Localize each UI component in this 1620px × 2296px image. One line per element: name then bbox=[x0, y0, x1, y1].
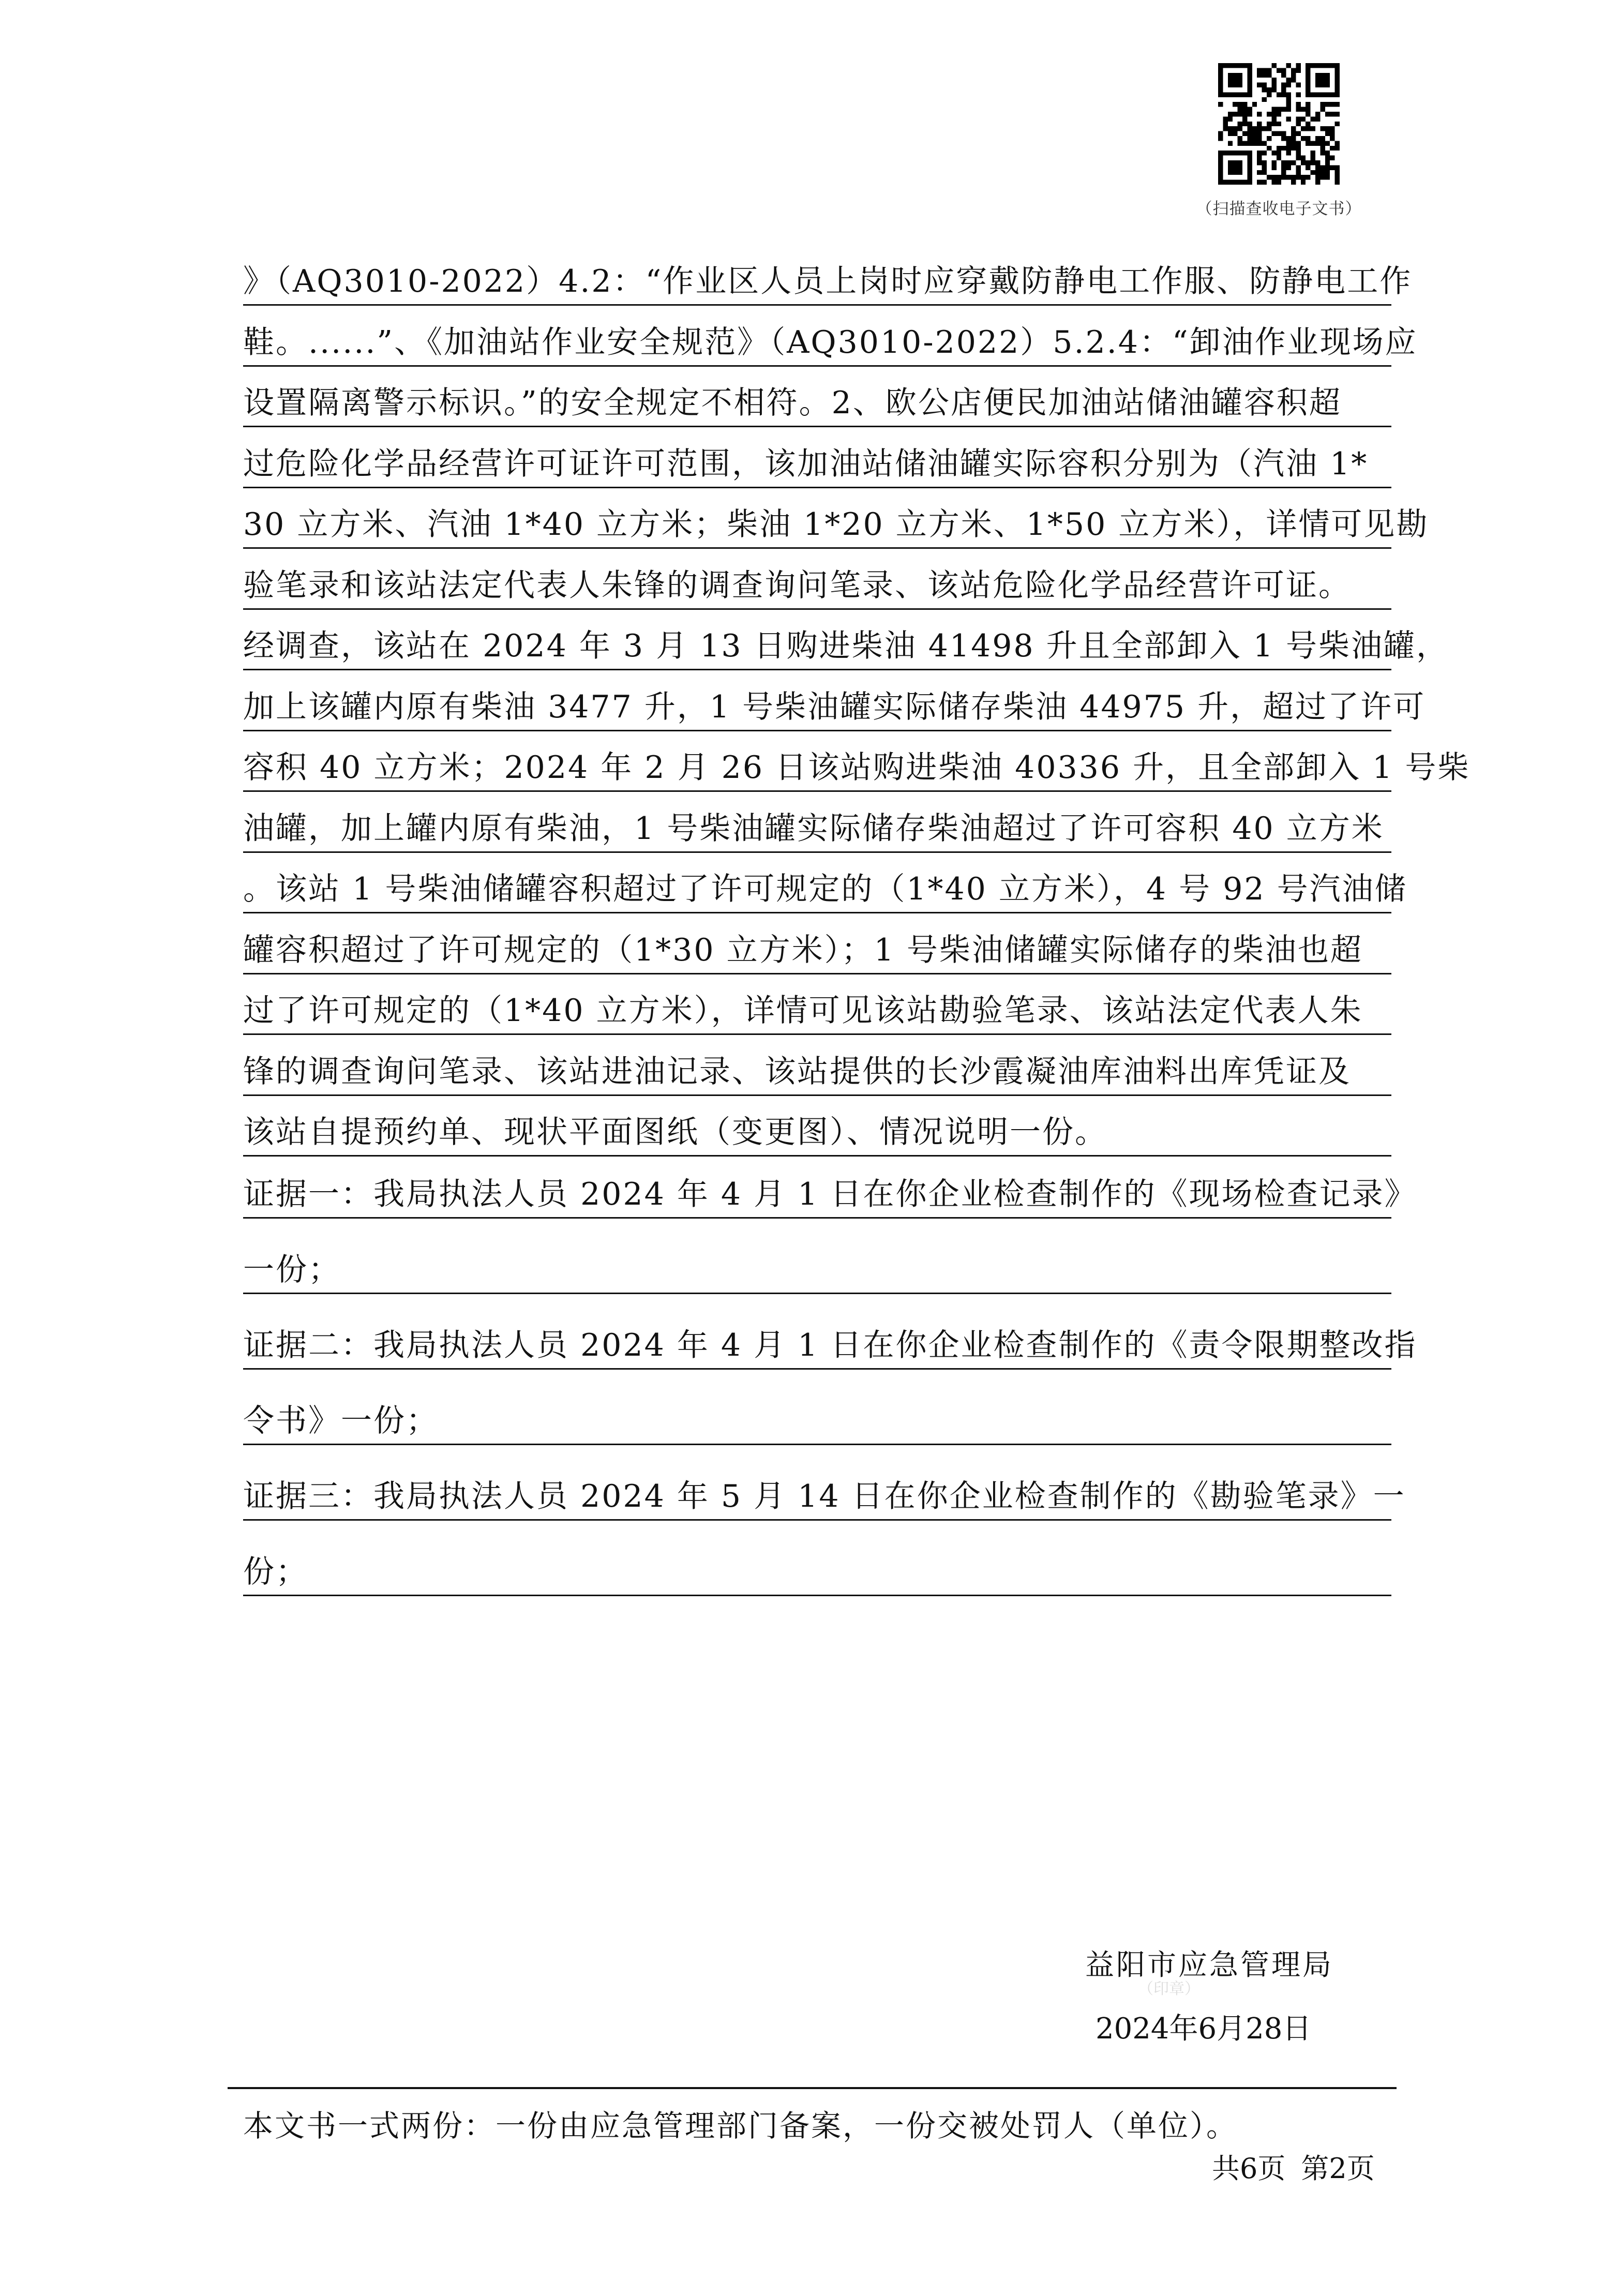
body-line: 过危险化学品经营许可证许可范围，该加油站储油罐实际容积分别为（汽油 1* bbox=[243, 441, 1391, 488]
body-line: 》（AQ3010-2022）4.2：“作业区人员上岗时应穿戴防静电工作服、防静电工作 bbox=[243, 259, 1391, 306]
qr-caption: （扫描查收电子文书） bbox=[1196, 200, 1362, 218]
page-number bbox=[1212, 2147, 1390, 2186]
footer-divider bbox=[228, 2087, 1397, 2089]
body-line: 锋的调查询问笔录、该站进油记录、该站提供的长沙霞凝油库油料出库凭证及 bbox=[243, 1049, 1391, 1096]
body-line: 加上该罐内原有柴油 3477 升，1 号柴油罐实际储存柴油 44975 升，超过了许可 bbox=[243, 684, 1391, 731]
footer-note: 本文书一式两份：一份由应急管理部门备案，一份交被处罚人（单位）。 bbox=[243, 2108, 1238, 2143]
body-line: 鞋。......”、《加油站作业安全规范》（AQ3010-2022）5.2.4：“卸油作业现场应 bbox=[243, 320, 1391, 367]
body-line: 该站自提预约单、现状平面图纸（变更图）、情况说明一份。 bbox=[243, 1109, 1391, 1157]
body-line: 过了许可规定的（1*40 立方米），详情可见该站勘验笔录、该站法定代表人朱 bbox=[243, 988, 1391, 1035]
body-line: 份； bbox=[243, 1549, 1391, 1596]
issue-date: 2024年6月28日 bbox=[1096, 2012, 1312, 2046]
official-seal: （印章） bbox=[1138, 1980, 1200, 1998]
body-line: 经调查，该站在 2024 年 3 月 13 日购进柴油 41498 升且全部卸入 1 号柴油罐， bbox=[243, 623, 1391, 670]
body-line: 验笔录和该站法定代表人朱锋的调查询问笔录、该站危险化学品经营许可证。 bbox=[243, 563, 1391, 610]
body-line: 容积 40 立方米；2024 年 2 月 26 日该站购进柴油 40336 升，且全部卸入 1 号柴 bbox=[243, 745, 1391, 792]
body-line: 油罐，加上罐内原有柴油，1 号柴油罐实际储存柴油超过了许可容积 40 立方米 bbox=[243, 806, 1391, 853]
body-line: 证据二：我局执法人员 2024 年 4 月 1 日在你企业检查制作的《责令限期整改指 bbox=[243, 1323, 1391, 1370]
body-line: 设置隔离警示标识。”的安全规定不相符。2、欧公店便民加油站储油罐容积超 bbox=[243, 380, 1391, 427]
body-line: 30 立方米、汽油 1*40 立方米；柴油 1*20 立方米、1*50 立方米），详情可见勘 bbox=[243, 502, 1391, 549]
qr-code bbox=[1218, 63, 1340, 185]
issuing-authority: 益阳市应急管理局 bbox=[1085, 1948, 1333, 1982]
body-line: 罐容积超过了许可规定的（1*30 立方米）；1 号柴油储罐实际储存的柴油也超 bbox=[243, 927, 1391, 974]
body-line: 证据三：我局执法人员 2024 年 5 月 14 日在你企业检查制作的《勘验笔录》一 bbox=[243, 1474, 1391, 1521]
body-line: 一份； bbox=[243, 1247, 1391, 1294]
body-line: 。该站 1 号柴油储罐容积超过了许可规定的（1*40 立方米），4 号 92 号汽油储 bbox=[243, 866, 1391, 913]
body-line: 令书》一份； bbox=[243, 1398, 1391, 1445]
total-pages: 共6页 bbox=[1212, 2152, 1286, 2185]
body-line: 证据一：我局执法人员 2024 年 4 月 1 日在你企业检查制作的《现场检查记录》 bbox=[243, 1172, 1391, 1219]
current-page: 第2页 bbox=[1301, 2152, 1375, 2185]
